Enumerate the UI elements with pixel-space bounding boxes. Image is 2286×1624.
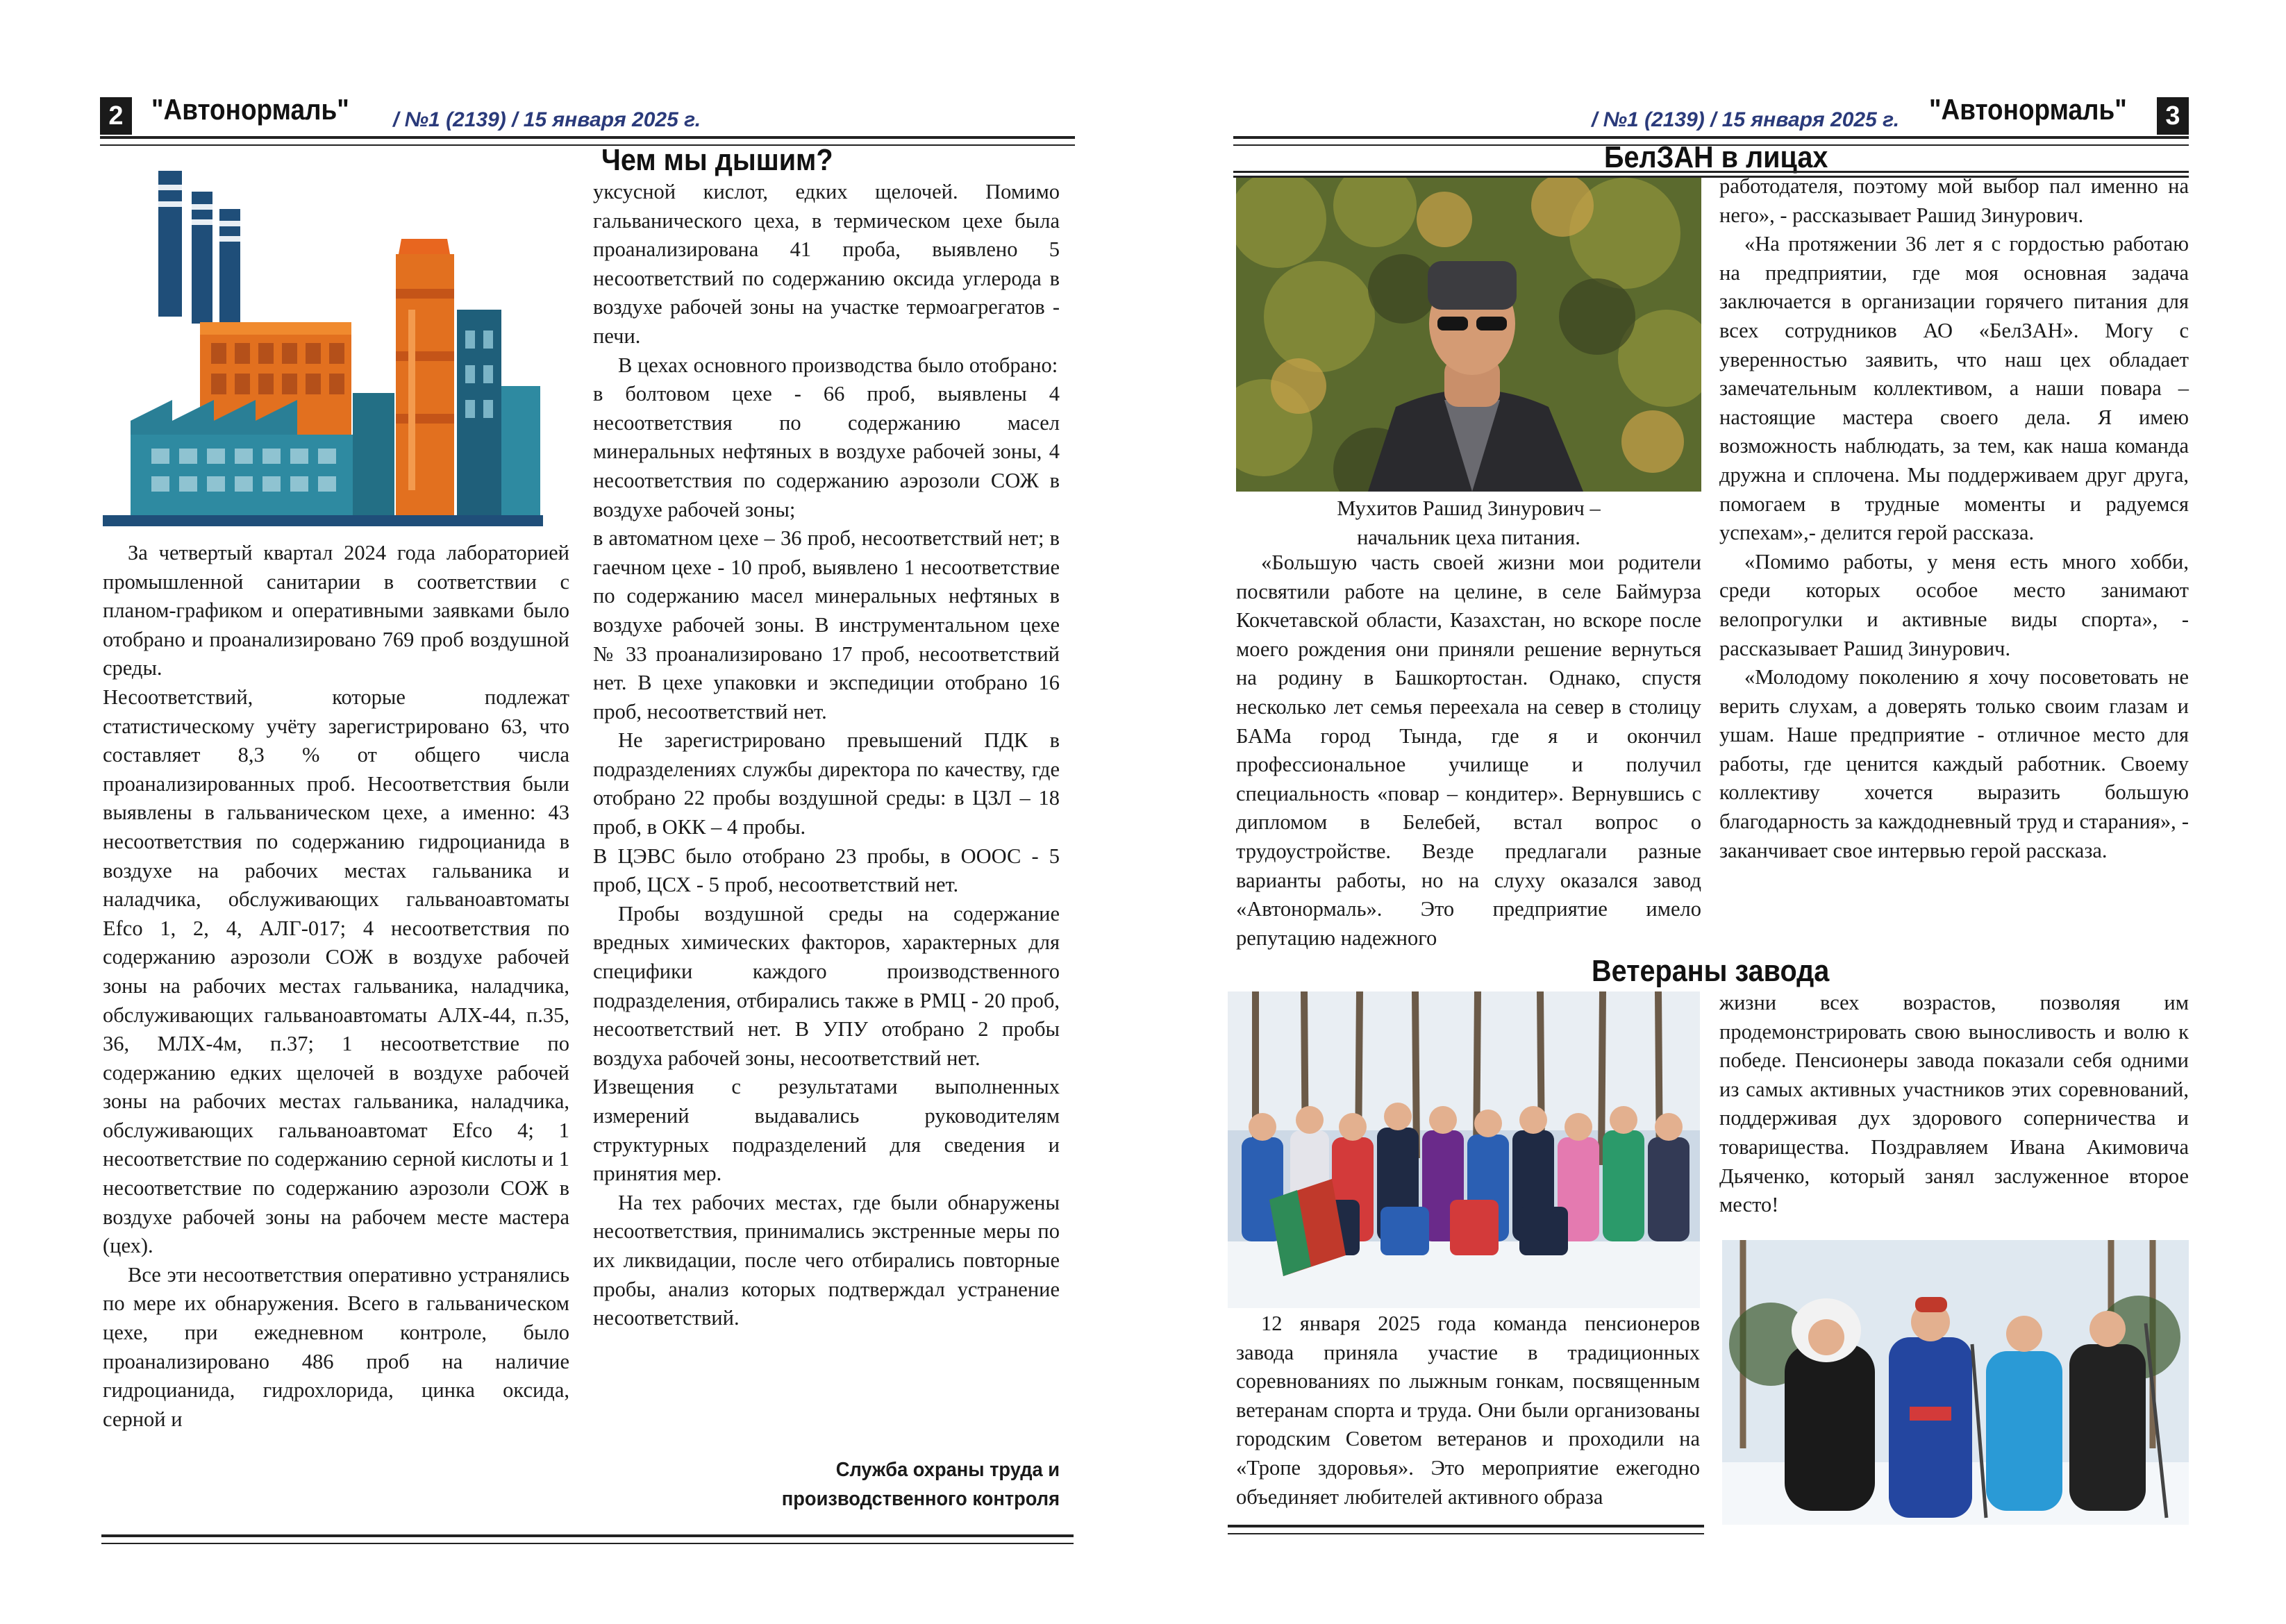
skiers-photo [1722,1240,2189,1525]
paragraph: В цехах основного производства было отобрано: [618,353,1058,377]
caption-line: начальник цеха питания. [1357,525,1580,549]
paper-name: "Автонормаль" [1929,93,2127,126]
paragraph: На тех рабочих местах, где были обнаружены несоответствия, принимались экстренные меры по их ликвидации, после чего отбирались повторные пробы, анализ которых подтверждал устранение несоответствий. [593,1190,1060,1330]
article-column-2 [593,178,1060,1333]
veterans-column-2 [1719,989,2189,1220]
article-signature [723,1455,1060,1514]
paragraph: «Большую часть своей жизни мои родители посвятили работе на целине, в селе Баймурза Кокчетавской области, Казахстан, но вскоре после моего рождения они приняли решение вернуться на родину в Башкортостан. Однако, спустя несколько лет семья переехала на север в столицу БАМа город Тында, где я и окончил профессиональное училище и получил специальность «повар – кондитер». Вернувшись с дипломом в Белебей, встал вопрос о трудоустройстве. Везде предлагали разные варианты работы, но на слуху оказался завод «Автонормаль». Это предприятие имело репутацию надежного [1236,551,1701,950]
portrait-caption [1236,494,1701,552]
veterans-group-photo [1228,991,1700,1308]
footer-rule [1228,1525,1704,1534]
paragraph: работодателя, поэтому мой выбор пал именно на него», - рассказывает Рашид Зинурович. [1719,174,2189,227]
page-number: 3 [2157,97,2189,135]
section-heading-belzan: БелЗАН в лицах [1604,140,1828,174]
paragraph: Пробы воздушной среды на содержание вредных химических факторов, характерных для специфики каждого производственного подразделения, отбирались также в РМЦ - 20 проб, несоответствий нет. В УПУ отобрано 2 пробы воздуха рабочей зоны, несоответствий нет. [593,901,1060,1070]
right-page [1143,0,2286,1624]
signature-line: производственного контроля [781,1488,1060,1510]
caption-line: Мухитов Рашид Зинурович – [1337,496,1601,520]
paragraph: В ЦЭВС было отобрано 23 пробы, в ОООС - 5 проб, ЦСХ - 5 проб, несоответствий нет. [593,844,1060,897]
interview-column-1 [1236,549,1701,953]
article-heading: Чем мы дышим? [601,143,833,177]
signature-line: Служба охраны труда и [835,1459,1060,1481]
section-heading-veterans: Ветераны завода [1592,954,1830,988]
portrait-photo [1236,178,1701,492]
footer-rule [101,1534,1074,1544]
paragraph: в болтовом цехе - 66 проб, выявлены 4 несоответствия по содержанию масел минеральных нефтяных в воздухе рабочей зоны, 4 несоответствия по содержанию аэрозоли СОЖ в воздухе рабочей зоны; [593,382,1060,521]
veterans-column-1 [1236,1309,1700,1512]
paragraph: Несоответствий, которые подлежат статистическому учёту зарегистрировано 63, что составляет 8,3 % от общего числа проанализированных проб. Несоответствия были выявлены в гальваническом цехе, а именно: 43 несоответствия по содержанию гидроцианида в воздухе на рабочих местах гальваника и наладчика, обслуживающих гальваноавтоматы Efco 1, 2, 4, АЛГ-017; 4 несоответствия по содержанию аэрозоли СОЖ в воздухе рабочей зоны на рабочих местах гальваника, наладчика, обслуживающих гальваноавтоматы АЛХ-44, п.35, 36, МЛХ-4м, п.37; 1 несоответствие по содержанию едких щелочей в воздухе рабочей зоны на рабочих местах гальваника, наладчика, обслуживающих гальваноавтомат Efco 4; 1 несоответствие по содержанию серной кислоты и 1 несоответствие по содержанию аэрозоли СОЖ в воздухе рабочей зоны на рабочем месте мастера (цех). [103,685,569,1258]
header-rule [100,136,1075,146]
article-column-1 [103,539,569,1434]
factory-illustration [103,171,543,526]
interview-column-2 [1719,172,2189,865]
paragraph: Все эти несоответствия оперативно устранялись по мере их обнаружения. Всего в гальваническом цехе, при ежедневном контроле, было проанализировано 486 проб на наличие гидроцианида, гидрохлорида, цинка оксида, серной и [103,1262,569,1431]
paragraph: «На протяжении 36 лет я с гордостью работаю на предприятии, где моя основная задача заключается в организации горячего питания для всех сотрудников АО «БелЗАН». Могу с уверенностью заявить, что наш цех обладает замечательным коллективом, а наши повара – настоящие мастера своего дела. Я имею возможность наблюдать, за тем, как наша команда дружна и сплочена. Мы поддерживаем друг друга, помогаем в трудные моменты и радуемся успехам»,- делится герой рассказа. [1719,232,2189,545]
paragraph: «Молодому поколению я хочу посоветовать не верить слухам, а доверять только своим глазам и ушам. Наше предприятие - отличное место для работы, где ценится каждый работник. Своему коллективу хочется выразить большую благодарность за каждодневный труд и старания», - заканчивает свое интервью герой рассказа. [1719,665,2189,862]
paragraph: Извещения с результатами выполненных измерений выдавались руководителям структурных подразделений для сведения и принятия мер. [593,1075,1060,1186]
paragraph: уксусной кислот, едких щелочей. Помимо гальванического цеха, в термическом цехе была проанализирована 41 проба, выявлено 5 несоответствий по содержанию оксида углерода в воздухе рабочей зоны на участке термоагрегатов - печи. [593,180,1060,348]
issue-info: / №1 (2139) / 15 января 2025 г. [393,108,701,131]
issue-info: / №1 (2139) / 15 января 2025 г. [1592,108,1900,131]
page-number: 2 [100,97,132,135]
paragraph: За четвертый квартал 2024 года лабораторией промышленной санитарии в соответствии с планом-графиком и оперативными заявками было отобрано и проанализировано 769 проб воздушной среды. [103,541,569,680]
paper-name: "Автонормаль" [151,93,349,126]
paragraph: в автоматном цехе – 36 проб, несоответствий нет; в гаечном цехе - 10 проб, выявлено 1 несоответствие по содержанию масел минеральных нефтяных в воздухе рабочей зоны. В инструментальном цехе № 33 проанализировано 17 проб, несоответствий нет. В цехе упаковки и экспедиции отобрано 16 проб, несоответствий нет. [593,526,1060,723]
paragraph: жизни всех возрастов, позволяя им продемонстрировать свою выносливость и волю к победе. Пенсионеры завода показали себя одними из самых активных участников этих соревнований, поддерживая дух здорового соперничества и товарищества. Поздравляем Ивана Акимовича Дьяченко, который занял заслуженное второе место! [1719,991,2189,1217]
paragraph: «Помимо работы, у меня есть много хобби, среди которых особое место занимают велопрогулки и активные виды спорта», - рассказывает Рашид Зинурович. [1719,549,2189,660]
paragraph: 12 января 2025 года команда пенсионеров завода приняла участие в традиционных соревнованиях по лыжным гонкам, посвященным ветеранам спорта и труда. Они были организованы городским Советом ветеранов и проходили на «Тропе здоровья». Это мероприятие ежегодно объединяет любителей активного образа [1236,1312,1700,1509]
paragraph: Не зарегистрировано превышений ПДК в подразделениях службы директора по качеству, где отобрано 22 пробы воздушной среды: в ЦЗЛ – 18 проб, в ОКК – 4 пробы. [593,728,1060,839]
